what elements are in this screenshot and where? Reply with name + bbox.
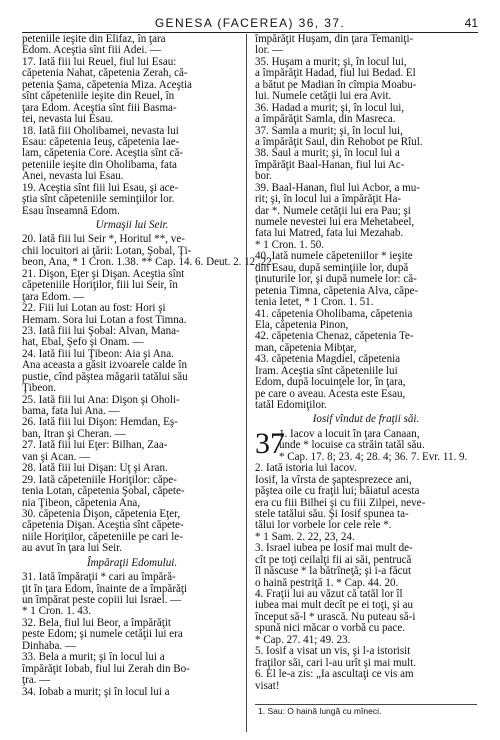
text-line: Iosif, la vîrsta de şaptesprezece ani, [255,473,412,486]
text-line: sînt căpeteniile ieşite din Reuel, în [22,90,175,103]
text-line: 25. Iată fiii lui Ana: Dişon şi Oholi- [22,393,180,406]
text-line: ţinuturile lor, şi după numele lor: că- [255,273,417,286]
text-line: 26. Iată fiii lui Dişon: Hemdan, Eş- [22,416,178,429]
text-line: din Esau, după seminţiile lor, după [255,261,409,274]
text-line: lam, căpetenia Core. Aceştia sînt că- [22,147,184,160]
text-line: numele nevestei lui era Mehetabeel, [255,216,415,228]
text-line: lui. Numele cetăţii lui era Avit. [255,90,392,103]
text-line: 5. Iosif a visat un vis, şi l-a istorisit [255,645,411,658]
text-line: 41. căpetenia Oholibama, căpetenia [255,307,413,320]
text-line: cît pe toţi ceilalţi fii ai săi, pentrucă [255,553,412,566]
page-number: 41 [464,16,478,30]
text-line: 43. căpetenia Magdiel, căpetenia [255,353,401,366]
text-line: ţara Edom. — [22,290,85,303]
text-line: Edom, după locuinţele lor, în ţara, [255,376,406,389]
text-line: nia Ţibeon, căpetenia Ana, [22,496,141,509]
text-line: îl născuse * la bătrîneţă; şi i-a făcut [255,565,412,578]
text-line: bor. [255,170,272,183]
text-line: 19. Aceştia sînt fiii lui Esau, şi ace- [22,181,179,194]
text-line: rit; şi, în locul lui a împărăţit Ha- [255,193,402,206]
text-line: lor. — [255,44,284,57]
footnote: 1. Sau: O haină lungă cu mîneci. [258,706,382,716]
text-line: a împărăţit Saul, din Rehobot pe Rîul. [255,135,423,148]
text-line: o haină pestriţă 1. * Cap. 44. 20. [255,576,399,589]
text-line: Esau înseamnă Edom. [22,204,120,217]
text-line: petenia Timna, căpetenia Alva, căpe- [255,284,419,297]
text-line: * Cap. 27. 41; 49. 23. [255,633,351,646]
text-line: 4. Fraţii lui au văzut că tatăl lor îl [255,588,403,600]
text-line: 21. Dişon, Eţer şi Dişan. Aceştia sînt [22,267,185,280]
text-line: 40. Iată numele căpeteniilor * ieşite [255,250,413,263]
text-line: păştea oile cu fraţii lui; băiatul acesta [255,485,420,498]
text-line: Esau: căpetenia Ieuş, căpetenia Iae- [22,135,180,148]
text-line: bama, fata lui Ana. — [22,405,120,417]
text-line: tenia Lotan, căpetenia Şobal, căpete- [22,485,185,498]
text-line: 20. Iată fiii lui Seir *, Horitul **, ve- [22,233,185,246]
text-line: 17. Iată fiii lui Reuel, fiul lui Esau: [22,55,177,68]
text-line: man, căpetenia Mibţar, [255,341,357,354]
text-line: un împărat peste copiii lui Israel. — [22,594,182,606]
text-line: visat! [255,679,280,692]
text-line: era cu fiii Bilhei şi cu fiii Zilpei, neve- [255,496,426,509]
text-line: petenia Şama, căpetenia Miza. Aceştia [22,78,192,91]
text-line: fraţilor săi, cari l-au urît şi mai mult. [255,656,417,669]
text-line: 29. Iată căpeteniile Horiţilor: căpe- [22,473,177,486]
text-line: 42. căpetenia Chenaz, căpetenia Te- [255,330,414,343]
text-line: hat, Ebal, Şefo şi Onam. — [22,336,144,349]
text-line: 33. Bela a murit; şi în locul lui a [22,651,165,664]
chapter-37-opening [255,426,477,463]
text-line: peteniile ieşite din Oholibama, fata [22,158,177,171]
text-line: * 1 Cron. 1. 43. [22,605,92,618]
section-heading: Împăraţii Edomului. [86,556,178,569]
text-line: van şi Acan. — [22,450,91,463]
text-line: 6. El le-a zis: „Ia ascultaţi ce vis am [255,668,414,681]
text-line: 30. căpetenia Dişon, căpetenia Eţer, [22,507,181,520]
text-line: ştia sînt căpeteniile seminţiilor lor. [22,193,175,206]
text-line: dar *. Numele cetăţii lui era Pau; şi [255,204,411,217]
text-line: ţara Edom. Aceştia sînt fiii Basma- [22,101,177,114]
text-line: 18. Iată fiii Oholibamei, nevasta lui [22,124,179,137]
page-header [22,16,478,32]
text-line: 35. Huşam a murit; şi, în locul lui, [255,55,407,68]
text-line: unde * locuise ca străin tatăl său. [279,439,425,452]
text-line: început să-l * urască. Nu puteau să-i [255,610,416,623]
text-line: 27. Iată fiii lui Eţer: Bilhan, Zaa- [22,439,168,452]
text-line: 37. Samla a murit; şi, în locul lui, [255,124,403,137]
right-column-top [255,34,477,429]
text-line: tatăl Edomiţilor. [255,399,327,411]
text-line: peteniile ieşite din Elifaz, în ţara [22,33,166,45]
text-line: a bătut pe Madian în cîmpia Moabu- [255,78,417,91]
text-line: împărăţit Huşam, din ţara Temaniţi- [255,33,414,45]
text-line: Anei, nevasta lui Esau. [22,170,124,183]
text-line: Ţibeon. [22,382,57,395]
text-line: 28. Iată fiii lui Dişan: Uţ şi Aran. [22,462,168,475]
section-heading: Urmaşii lui Seir. [95,219,169,231]
text-line: împărăţit Iobab, fiul lui Zerah din Bo- [22,662,190,675]
chapter-first-lines [255,426,477,463]
running-title: GENESA (FACEREA) 36, 37. [154,16,346,30]
text-line: 38. Saul a murit; şi, în locul lui a [255,147,400,160]
text-line: peste Edom; şi numele cetăţii lui era [22,628,183,641]
text-line: 39. Baal-Hanan, fiul lui Acbor, a mu- [255,181,420,194]
text-line: beon, Ana, * 1 Cron. 1.38. ** Cap. 14. 6. Deut. 2. 12, 22. [22,256,275,269]
text-line: pe care o aveau. Acesta este Esau, [255,387,406,400]
right-column [255,34,477,692]
text-line: * 1 Cron. 1. 50. [255,238,325,251]
text-line: * Cap. 17. 8; 23. 4; 28. 4; 36. 7. Evr. 11. 9. [279,450,468,463]
text-line: ban, Itran şi Cheran. — [22,427,126,440]
text-line: Edom. Aceştia sînt fiii Adei. — [22,44,161,57]
text-line: 24. Iată fiii lui Ţibeon: Aia şi Ana. [22,347,174,360]
text-line: Hemam. Sora lui Lotan a fost Timna. [22,313,187,326]
text-line: împărăţit Baal-Hanan, fiul lui Ac- [255,158,405,171]
text-line: 36. Hadad a murit; şi, în locul lui, [255,101,405,114]
text-line: au avut în ţara lui Seir. [22,542,123,555]
text-line: 1. Iacov a locuit în ţara Canaan, [279,427,420,440]
section-heading: Iosif vîndut de fraţii săi. [312,413,420,426]
text-line: tei, nevasta lui Esau. [22,113,114,126]
text-line: fata lui Matred, fata lui Mezahab. [255,227,404,240]
footnote-rule [255,704,477,705]
chapter-number: 37 [255,426,285,460]
text-line: 3. Israel iubea pe Iosif mai mult de- [255,542,413,555]
column-divider [246,34,247,732]
text-line: a împărăţit Hadad, fiul lui Bedad. El [255,67,416,80]
text-line: a împărăţit Samla, din Masreca. [255,113,396,126]
text-line: pustie, cînd păştea măgarii tatălui său [22,370,188,383]
text-line: chii locuitori ai ţării: Lotan, Şobal, Ţi- [22,244,192,257]
text-line: ţra. — [22,674,51,687]
text-line: 34. Iobab a murit; şi în locul lui a [22,685,170,698]
text-line: niile Horiţilor, căpeteniile pe cari le- [22,530,183,543]
text-line: ţit în ţara Edom, înainte de a împărăţi [22,582,188,595]
text-line: stele tatălui său. Şi Iosif spunea ta- [255,507,409,520]
text-line: spună nici măcar o vorbă cu pace. [255,622,405,635]
text-line: 32. Bela, fiul lui Beor, a împărăţit [22,616,171,629]
text-line: 2. Iată istoria lui Iacov. [255,462,357,475]
text-line: 22. Fiii lui Lotan au fost: Hori şi [22,302,166,315]
text-line: căpetenia Dişan. Aceştia sînt căpete- [22,519,184,532]
text-line: * 1 Sam. 2. 22, 23, 24. [255,530,355,543]
text-line: căpetenia Nahat, căpetenia Zerah, că- [22,67,188,80]
text-line: Iram. Aceştia sînt căpeteniile lui [255,364,398,377]
right-column-bottom [255,463,477,692]
text-line: 23. Iată fiii lui Şobal: Alvan, Mana- [22,324,180,337]
text-line: 31. Iată împăraţii * cari au împără- [22,571,176,584]
text-line: tenia Ietet, * 1 Cron. 1. 51. [255,296,374,309]
text-line: Ana aceasta a găsit izvoarele calde în [22,359,187,372]
text-line: Dinhaba. — [22,639,76,652]
text-line: iubea mai mult decît pe ei toţi, şi au [255,599,413,612]
text-line: căpeteniile Horiţilor, fiii lui Seir, în [22,279,178,292]
text-line: Ela, căpetenia Pinon, [255,318,349,331]
text-line: tălui lor vorbele lor cele rele *. [255,519,392,532]
